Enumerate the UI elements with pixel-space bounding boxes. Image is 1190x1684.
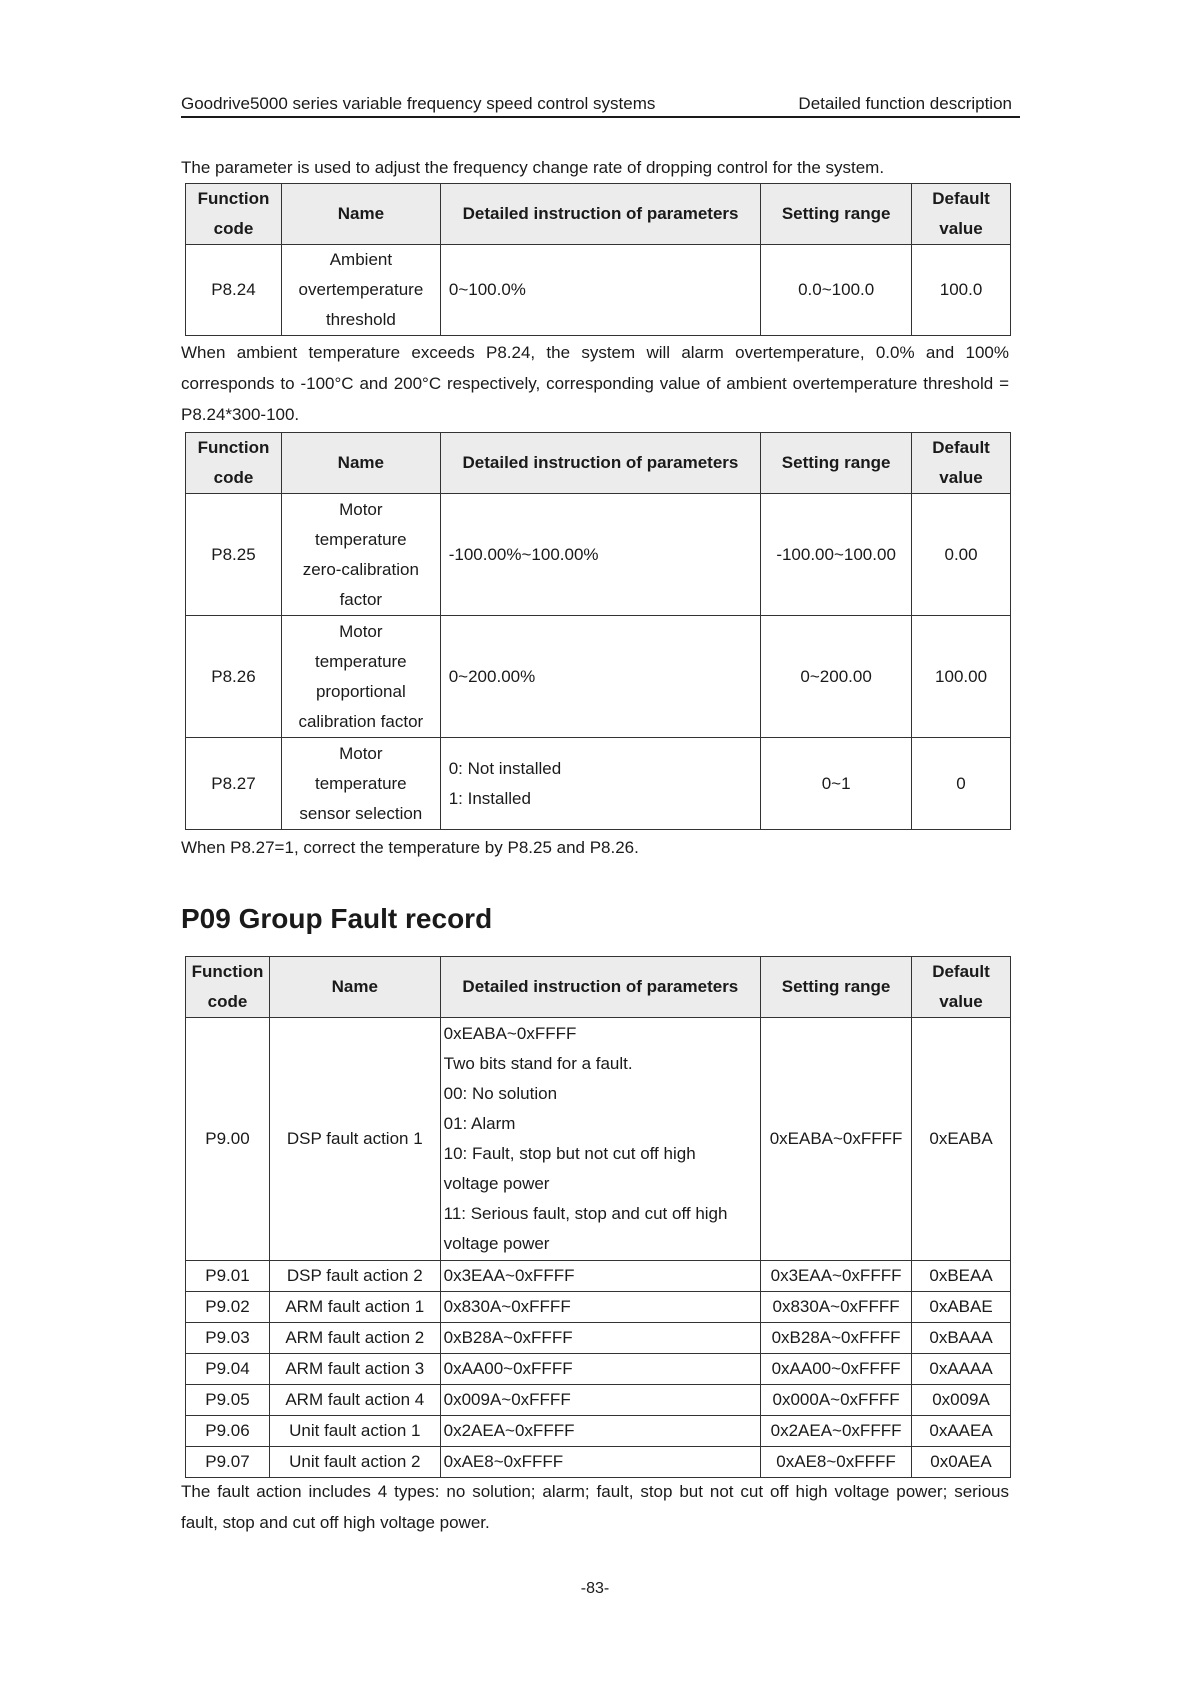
cell-default-value: 0xABAE — [912, 1292, 1011, 1323]
cell-description: -100.00%~100.00% — [440, 494, 760, 616]
cell-setting-range: 0xEABA~0xFFFF — [761, 1018, 912, 1261]
cell-name: Ambient overtemperature threshold — [281, 245, 440, 336]
table-row — [186, 1416, 1011, 1447]
table-header-row — [186, 957, 1011, 1018]
cell-code: P9.01 — [186, 1261, 270, 1292]
parameter-table-p825-p827 — [185, 432, 1011, 830]
note-p827: When P8.27=1, correct the temperature by P8.25 and P8.26. — [181, 838, 639, 857]
table-row — [186, 1018, 1011, 1261]
cell-code: P8.25 — [186, 494, 282, 616]
table-row — [186, 1323, 1011, 1354]
cell-default-value: 100.00 — [912, 616, 1011, 738]
cell-name: Motor temperature proportional calibration factor — [281, 616, 440, 738]
col-setting-range: Setting range — [761, 184, 912, 245]
cell-code: P9.04 — [186, 1354, 270, 1385]
table-row — [186, 738, 1011, 830]
cell-name: Motor temperature zero-calibration factor — [281, 494, 440, 616]
col-name: Name — [281, 184, 440, 245]
cell-default-value: 0.00 — [912, 494, 1011, 616]
cell-name: Unit fault action 2 — [269, 1447, 440, 1478]
cell-code: P9.02 — [186, 1292, 270, 1323]
cell-name: Motor temperature sensor selection — [281, 738, 440, 830]
table-row — [186, 616, 1011, 738]
col-name: Name — [269, 957, 440, 1018]
col-default-value: Default value — [912, 184, 1011, 245]
cell-setting-range: 0x830A~0xFFFF — [761, 1292, 912, 1323]
cell-setting-range: 0xB28A~0xFFFF — [761, 1323, 912, 1354]
col-detailed-instruction: Detailed instruction of parameters — [440, 957, 760, 1018]
cell-description: 0xAE8~0xFFFF — [440, 1447, 760, 1478]
note-fault-action-types: The fault action includes 4 types: no solution; alarm; fault, stop but not cut off high voltage power; serious fault, stop and cut off high voltage power. — [181, 1482, 1009, 1532]
cell-name: DSP fault action 1 — [269, 1018, 440, 1261]
cell-description: 0x830A~0xFFFF — [440, 1292, 760, 1323]
cell-setting-range: 0xAE8~0xFFFF — [761, 1447, 912, 1478]
col-setting-range: Setting range — [761, 433, 912, 494]
table-header-row — [186, 433, 1011, 494]
col-setting-range: Setting range — [761, 957, 912, 1018]
cell-name: ARM fault action 3 — [269, 1354, 440, 1385]
cell-setting-range: 0~1 — [761, 738, 912, 830]
cell-code: P8.24 — [186, 245, 282, 336]
cell-code: P8.26 — [186, 616, 282, 738]
cell-description: 0x009A~0xFFFF — [440, 1385, 760, 1416]
cell-description: 0x3EAA~0xFFFF — [440, 1261, 760, 1292]
cell-description: 0x2AEA~0xFFFF — [440, 1416, 760, 1447]
cell-code: P9.06 — [186, 1416, 270, 1447]
table-row — [186, 494, 1011, 616]
parameter-table-p09 — [185, 956, 1011, 1478]
cell-default-value: 0xAAEA — [912, 1416, 1011, 1447]
cell-setting-range: 0~200.00 — [761, 616, 912, 738]
col-function-code: Function code — [186, 433, 282, 494]
table-row — [186, 245, 1011, 336]
cell-default-value: 0x0AEA — [912, 1447, 1011, 1478]
col-detailed-instruction: Detailed instruction of parameters — [440, 184, 760, 245]
cell-setting-range: 0x3EAA~0xFFFF — [761, 1261, 912, 1292]
col-function-code: Function code — [186, 957, 270, 1018]
cell-name: Unit fault action 1 — [269, 1416, 440, 1447]
col-detailed-instruction: Detailed instruction of parameters — [440, 433, 760, 494]
page-header — [181, 92, 1020, 118]
cell-code: P9.07 — [186, 1447, 270, 1478]
cell-code: P9.03 — [186, 1323, 270, 1354]
cell-description: 0xAA00~0xFFFF — [440, 1354, 760, 1385]
cell-description: 0xB28A~0xFFFF — [440, 1323, 760, 1354]
cell-default-value: 0x009A — [912, 1385, 1011, 1416]
cell-default-value: 0xBEAA — [912, 1261, 1011, 1292]
cell-default-value: 0xEABA — [912, 1018, 1011, 1261]
col-name: Name — [281, 433, 440, 494]
cell-description: 0: Not installed 1: Installed — [440, 738, 760, 830]
col-default-value: Default value — [912, 433, 1011, 494]
cell-name: ARM fault action 4 — [269, 1385, 440, 1416]
page-number: -83- — [580, 1580, 610, 1597]
header-doc-title: Goodrive5000 series variable frequency speed control systems — [181, 94, 656, 113]
cell-setting-range: 0x2AEA~0xFFFF — [761, 1416, 912, 1447]
intro-text: The parameter is used to adjust the frequency change rate of dropping control for the system. — [181, 158, 885, 177]
table-row — [186, 1261, 1011, 1292]
cell-name: ARM fault action 2 — [269, 1323, 440, 1354]
cell-default-value: 0xBAAA — [912, 1323, 1011, 1354]
cell-default-value: 100.0 — [912, 245, 1011, 336]
cell-default-value: 0 — [912, 738, 1011, 830]
table-row — [186, 1385, 1011, 1416]
table-row — [186, 1354, 1011, 1385]
cell-setting-range: -100.00~100.00 — [761, 494, 912, 616]
cell-code: P9.05 — [186, 1385, 270, 1416]
cell-name: DSP fault action 2 — [269, 1261, 440, 1292]
parameter-table-p824 — [185, 183, 1011, 336]
cell-description: 0xEABA~0xFFFF Two bits stand for a fault. 00: No solution 01: Alarm 10: Fault, stop but not cut off high voltage power 11: Serious fault, stop and cut off high voltage power — [440, 1018, 760, 1261]
cell-code: P9.00 — [186, 1018, 270, 1261]
cell-code: P8.27 — [186, 738, 282, 830]
cell-description: 0~100.0% — [440, 245, 760, 336]
table-row — [186, 1447, 1011, 1478]
cell-setting-range: 0.0~100.0 — [761, 245, 912, 336]
table-row — [186, 1292, 1011, 1323]
cell-description: 0~200.00% — [440, 616, 760, 738]
note-ambient-threshold: When ambient temperature exceeds P8.24, the system will alarm overtemperature, 0.0% and 100% corresponds to -100°C and 200°C respectively, corresponding value of ambient overtemperature threshold = P8.24*300-100. — [181, 343, 1009, 424]
cell-default-value: 0xAAAA — [912, 1354, 1011, 1385]
cell-name: ARM fault action 1 — [269, 1292, 440, 1323]
cell-setting-range: 0x000A~0xFFFF — [761, 1385, 912, 1416]
section-title: P09 Group Fault record — [181, 903, 493, 934]
table-header-row — [186, 184, 1011, 245]
cell-setting-range: 0xAA00~0xFFFF — [761, 1354, 912, 1385]
col-function-code: Function code — [186, 184, 282, 245]
header-section-title: Detailed function description — [798, 94, 1012, 113]
col-default-value: Default value — [912, 957, 1011, 1018]
